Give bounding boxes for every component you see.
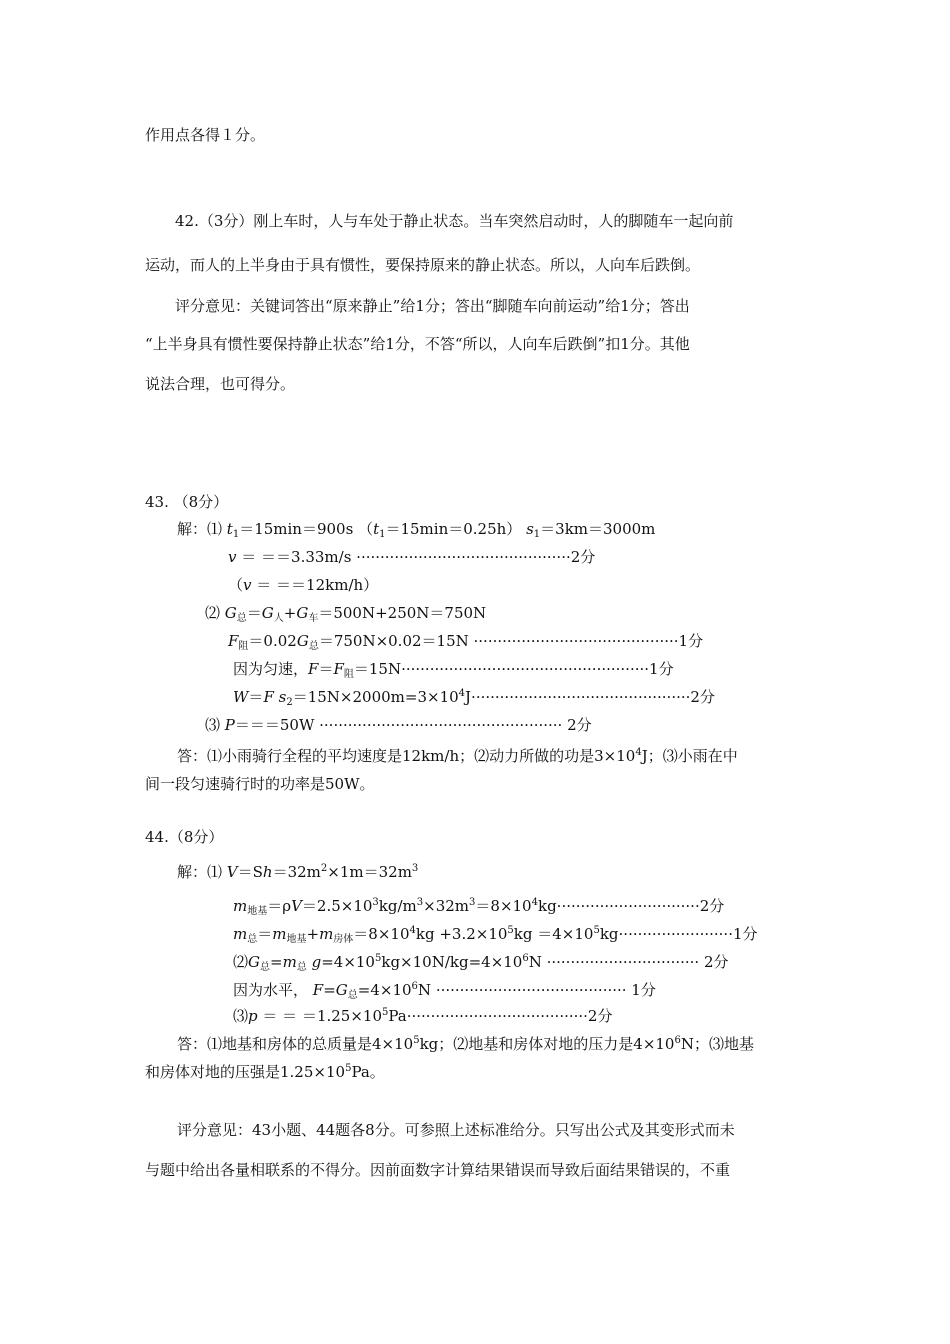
q42-line-1: 42.（3分）刚上车时，人与车处于静止状态。当车突然启动时，人的脚随车一起向前	[175, 212, 734, 230]
q44-solution-line-4: $⑵G_总=m_总$ $g=4\times 10^5kg\times 10N/kg=4\times 10^6N$ ································ 2分	[233, 953, 729, 973]
q43-solution-line-1: 解：⑴ $t_1=15\min=900s$ $(t_1=15\min=0.25h)$ $s_1=3km=3000m$	[177, 520, 656, 540]
q43-solution-line-3: （v ＝ ＝＝12km/h）	[228, 576, 379, 594]
q43-answer-line-1: 答：⑴小雨骑行全程的平均速度是12km/h；⑵动力所做的功是$3\times 10^4J$；⑶小雨在中	[177, 747, 738, 765]
q44-solution-line-1: 解：⑴ $V=Sh=32m^2\times 1m=32m^3$	[177, 863, 419, 881]
q44-answer-line-2: 和房体对地的压强是$1.25\times 10^5Pa$。	[145, 1063, 385, 1081]
q43-solution-line-2: v ＝ ＝＝3.33m/s ·············································2分	[228, 548, 596, 566]
q42-scoring-2: “上半身具有惯性要保持静止状态”给1分，不答“所以，人向车后跌倒”扣1分。其他	[145, 335, 690, 353]
q44-heading: 44.（8分）	[145, 828, 224, 846]
intro-line: 作用点各得１分。	[145, 126, 266, 144]
closing-scoring-line-2: 与题中给出各量相联系的不得分。因前面数字计算结果错误而导致后面结果错误的，不重	[145, 1161, 731, 1179]
q43-solution-line-6: 因为匀速，$F=F_阻=15N\cdot\cdot\cdot\cdot\cdot\cdot\cdot\cdot\cdot\cdot\cdot\cdot\cdot\cdot\cdot\cdot\cdot\cdot\cdot\cdot\cdot\cdot\cdot\cdot\cdot\cdot\cdot\cdot\cdot\cdot\cdot\cdot\cdot\cdot\cdot\cdot\cdot\cdot\cdot\cdot\cdot\cdot\cdot\cdot\cdot\cdot\cdot\cdot\cdot\cdot\cdot\cdot 1$分	[233, 660, 674, 680]
q42-scoring-3: 说法合理，也可得分。	[145, 375, 296, 393]
q43-solution-line-5: $F_阻=0.02G_总=750N\times 0.02=15N \cdot\cdot\cdot\cdot\cdot\cdot\cdot\cdot\cdot\cdot\cdot\cdot\cdot\cdot\cdot\cdot\cdot\cdot\cdot\cdot\cdot\cdot\cdot\cdot\cdot\cdot\cdot\cdot\cdot\cdot\cdot\cdot\cdot\cdot\cdot\cdot\cdot\cdot\cdot\cdot\cdot\cdot\cdot 1$分	[228, 632, 704, 652]
q44-solution-line-6: ⑶p ＝ ＝ $=1.25\times 10^5Pa\cdot\cdot\cdot\cdot\cdot\cdot\cdot\cdot\cdot\cdot\cdot\cdot\cdot\cdot\cdot\cdot\cdot\cdot\cdot\cdot\cdot\cdot\cdot\cdot\cdot\cdot\cdot\cdot\cdot\cdot\cdot\cdot\cdot\cdot\cdot\cdot\cdot\cdot 2$分	[233, 1007, 613, 1025]
q44-solution-line-2: $m_{地基}=\rho V=2.5\times 10^3kg/m^3\times 32m^3=8\times 10^4kg\cdot\cdot\cdot\cdot\cdot\cdot\cdot\cdot\cdot\cdot\cdot\cdot\cdot\cdot\cdot\cdot\cdot\cdot\cdot\cdot\cdot\cdot\cdot\cdot\cdot\cdot\cdot\cdot\cdot\cdot 2$分	[233, 897, 725, 917]
q44-answer-line-1: 答：⑴地基和房体的总质量是$4\times 10^5kg$；⑵地基和房体对地的压力是$4\times 10^6N$；⑶地基	[177, 1035, 754, 1053]
q43-solution-line-8: ⑶ P＝＝＝50W ··················································· 2分	[205, 716, 592, 734]
q43-answer-line-2: 间一段匀速骑行时的功率是50W。	[145, 775, 375, 793]
q44-solution-line-3: $m_总=m_{地基}+m_{房体}=8\times 10^4kg +3.2\times 10^5kg =4\times 10^5kg\cdot\cdot\cdot\cdot\cdot\cdot\cdot\cdot\cdot\cdot\cdot\cdot\cdot\cdot\cdot\cdot\cdot\cdot\cdot\cdot\cdot\cdot\cdot\cdot 1$分	[233, 925, 758, 945]
q43-solution-line-4: ⑵ $G_总=G_人+G_车=500N+250N=750N$	[205, 604, 487, 624]
q42-scoring-1: 评分意见：关键词答出“原来静止”给1分；答出“脚随车向前运动”给1分；答出	[175, 297, 690, 315]
q43-heading: 43. （8分）	[145, 493, 229, 511]
closing-scoring-line-1: 评分意见：43小题、44题各8分。可参照上述标准给分。只写出公式及其变形式而未	[177, 1121, 735, 1139]
q44-solution-line-5: 因为水平， $F=G_总=4\times 10^6N$ ········································ 1分	[233, 981, 656, 1001]
q43-solution-line-7: W＝F $s_2=15N\times 2000m=3\times 10^4J\cdot\cdot\cdot\cdot\cdot\cdot\cdot\cdot\cdot\cdot\cdot\cdot\cdot\cdot\cdot\cdot\cdot\cdot\cdot\cdot\cdot\cdot\cdot\cdot\cdot\cdot\cdot\cdot\cdot\cdot\cdot\cdot\cdot\cdot\cdot\cdot\cdot\cdot\cdot\cdot\cdot\cdot\cdot\cdot\cdot\cdot 2$分	[233, 688, 715, 708]
q42-line-2: 运动，而人的上半身由于具有惯性，要保持原来的静止状态。所以，人向车后跌倒。	[145, 256, 701, 274]
